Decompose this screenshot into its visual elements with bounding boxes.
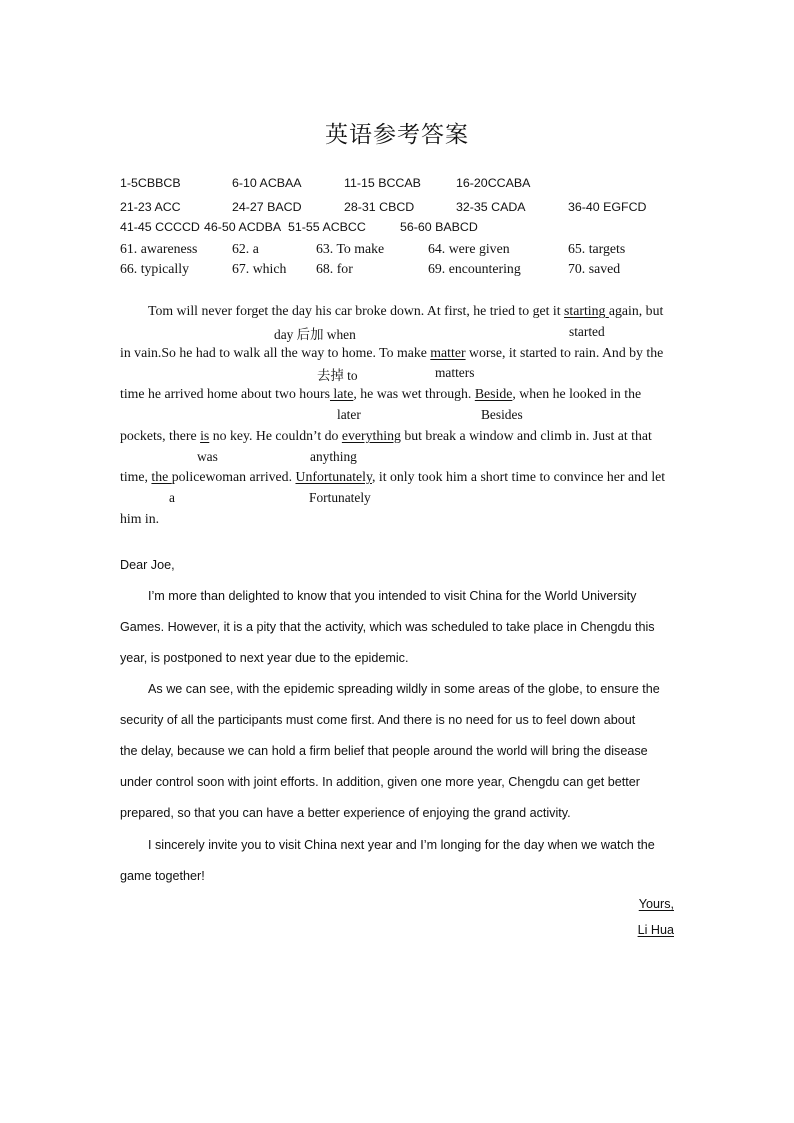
- answer-group: 24-27 BACD: [232, 200, 302, 214]
- answer-group: 6-10 ACBAA: [232, 176, 302, 190]
- passage-text: worse, it started to rain. And by the: [465, 345, 664, 360]
- passage-text: Tom will never forget the day his car broke down. At first, he tried to get it: [148, 303, 565, 318]
- error-word: late: [329, 386, 354, 401]
- passage-text: , when he looked in the: [512, 386, 642, 401]
- passage-text: , it only took him a short time to convince her and let: [371, 469, 666, 484]
- answer-item: 63. To make: [316, 241, 385, 256]
- correction-note: later: [337, 407, 361, 422]
- answer-row: [0, 241, 794, 259]
- answer-group: 21-23 ACC: [120, 200, 181, 214]
- answer-row: [0, 261, 794, 279]
- error-word: the: [151, 469, 172, 484]
- answer-group: 46-50 ACDBA: [204, 220, 282, 234]
- page-title: 英语参考答案: [325, 122, 469, 148]
- letter-line: year, is postponed to next year due to the epidemic.: [120, 651, 409, 665]
- letter-line: Games. However, it is a pity that the activity, which was scheduled to take place in Chengdu this: [120, 620, 655, 634]
- answer-group: 16-20CCABA: [456, 176, 531, 190]
- answer-item: 69. encountering: [428, 261, 521, 276]
- answer-item: 61. awareness: [120, 241, 198, 256]
- correction-line: [120, 469, 665, 485]
- letter-line: I’m more than delighted to know that you intended to visit China for the World University: [148, 589, 637, 603]
- correction-note: started: [569, 324, 605, 339]
- passage-text: time he arrived home about two hours: [120, 386, 330, 401]
- passage-text: policewoman arrived.: [171, 469, 296, 484]
- passage-text: pockets, there: [120, 428, 201, 443]
- letter-closing: Yours,: [638, 897, 674, 911]
- answer-row: [0, 200, 794, 218]
- answer-group: 36-40 EGFCD: [568, 200, 647, 214]
- answer-group: 56-60 BABCD: [400, 220, 478, 234]
- correction-note: matters: [435, 365, 475, 380]
- answer-row: [0, 176, 794, 194]
- error-word: matter: [430, 345, 466, 360]
- answer-item: 68. for: [316, 261, 353, 276]
- correction-note: a: [169, 490, 175, 505]
- answer-group: 32-35 CADA: [456, 200, 526, 214]
- correction-note: was: [197, 449, 218, 464]
- correction-line: [120, 428, 652, 444]
- correction-note: 去掉 to: [317, 368, 358, 383]
- error-word: is: [200, 428, 210, 443]
- letter-greeting: Dear Joe,: [120, 558, 175, 572]
- answer-item: 64. were given: [428, 241, 510, 256]
- letter-line: security of all the participants must come first. And there is no need for us to feel down about: [120, 713, 636, 727]
- passage-text: no key. He couldn’t do: [209, 428, 342, 443]
- correction-note: day 后加 when: [274, 327, 356, 342]
- error-word: Beside: [474, 386, 513, 401]
- error-word: everything: [341, 428, 401, 443]
- passage-text: , he was wet through.: [353, 386, 475, 401]
- answer-item: 62. a: [232, 241, 259, 256]
- letter-line: I sincerely invite you to visit China next year and I’m longing for the day when we watch the: [148, 838, 655, 852]
- passage-text: in vain.So he had to walk all the way to home. To make: [120, 345, 431, 360]
- letter-line: As we can see, with the epidemic spreading wildly in some areas of the globe, to ensure the: [148, 682, 660, 696]
- correction-line: [148, 303, 663, 319]
- answer-item: 66. typically: [120, 261, 189, 276]
- passage-text: again, but: [608, 303, 664, 318]
- correction-note: Fortunately: [309, 490, 371, 505]
- letter-line: the delay, because we can hold a firm belief that people around the world will bring the disease: [120, 744, 648, 758]
- correction-note: anything: [310, 449, 357, 464]
- answer-group: 28-31 CBCD: [344, 200, 415, 214]
- answer-row: [0, 220, 794, 238]
- correction-note: Besides: [481, 407, 523, 422]
- answer-group: 1-5CBBCB: [120, 176, 181, 190]
- error-word: starting: [564, 303, 609, 318]
- letter-line: game together!: [120, 869, 205, 883]
- answer-group: 41-45 CCCCD: [120, 220, 200, 234]
- answer-item: 70. saved: [568, 261, 621, 276]
- passage-text: time,: [120, 469, 152, 484]
- error-word: Unfortunately: [295, 469, 372, 484]
- correction-line: him in.: [120, 511, 160, 526]
- answer-item: 67. which: [232, 261, 287, 276]
- correction-line: [120, 345, 663, 361]
- letter-signature: Li Hua: [637, 923, 674, 937]
- answer-group: 51-55 ACBCC: [288, 220, 366, 234]
- answer-item: 65. targets: [568, 241, 626, 256]
- correction-line: [120, 386, 641, 402]
- letter-line: under control soon with joint efforts. In addition, given one more year, Chengdu can get better: [120, 775, 640, 789]
- letter-line: prepared, so that you can have a better experience of enjoying the grand activity.: [120, 806, 571, 820]
- passage-text: but break a window and climb in. Just at that: [400, 428, 652, 443]
- answer-group: 11-15 BCCAB: [344, 176, 421, 190]
